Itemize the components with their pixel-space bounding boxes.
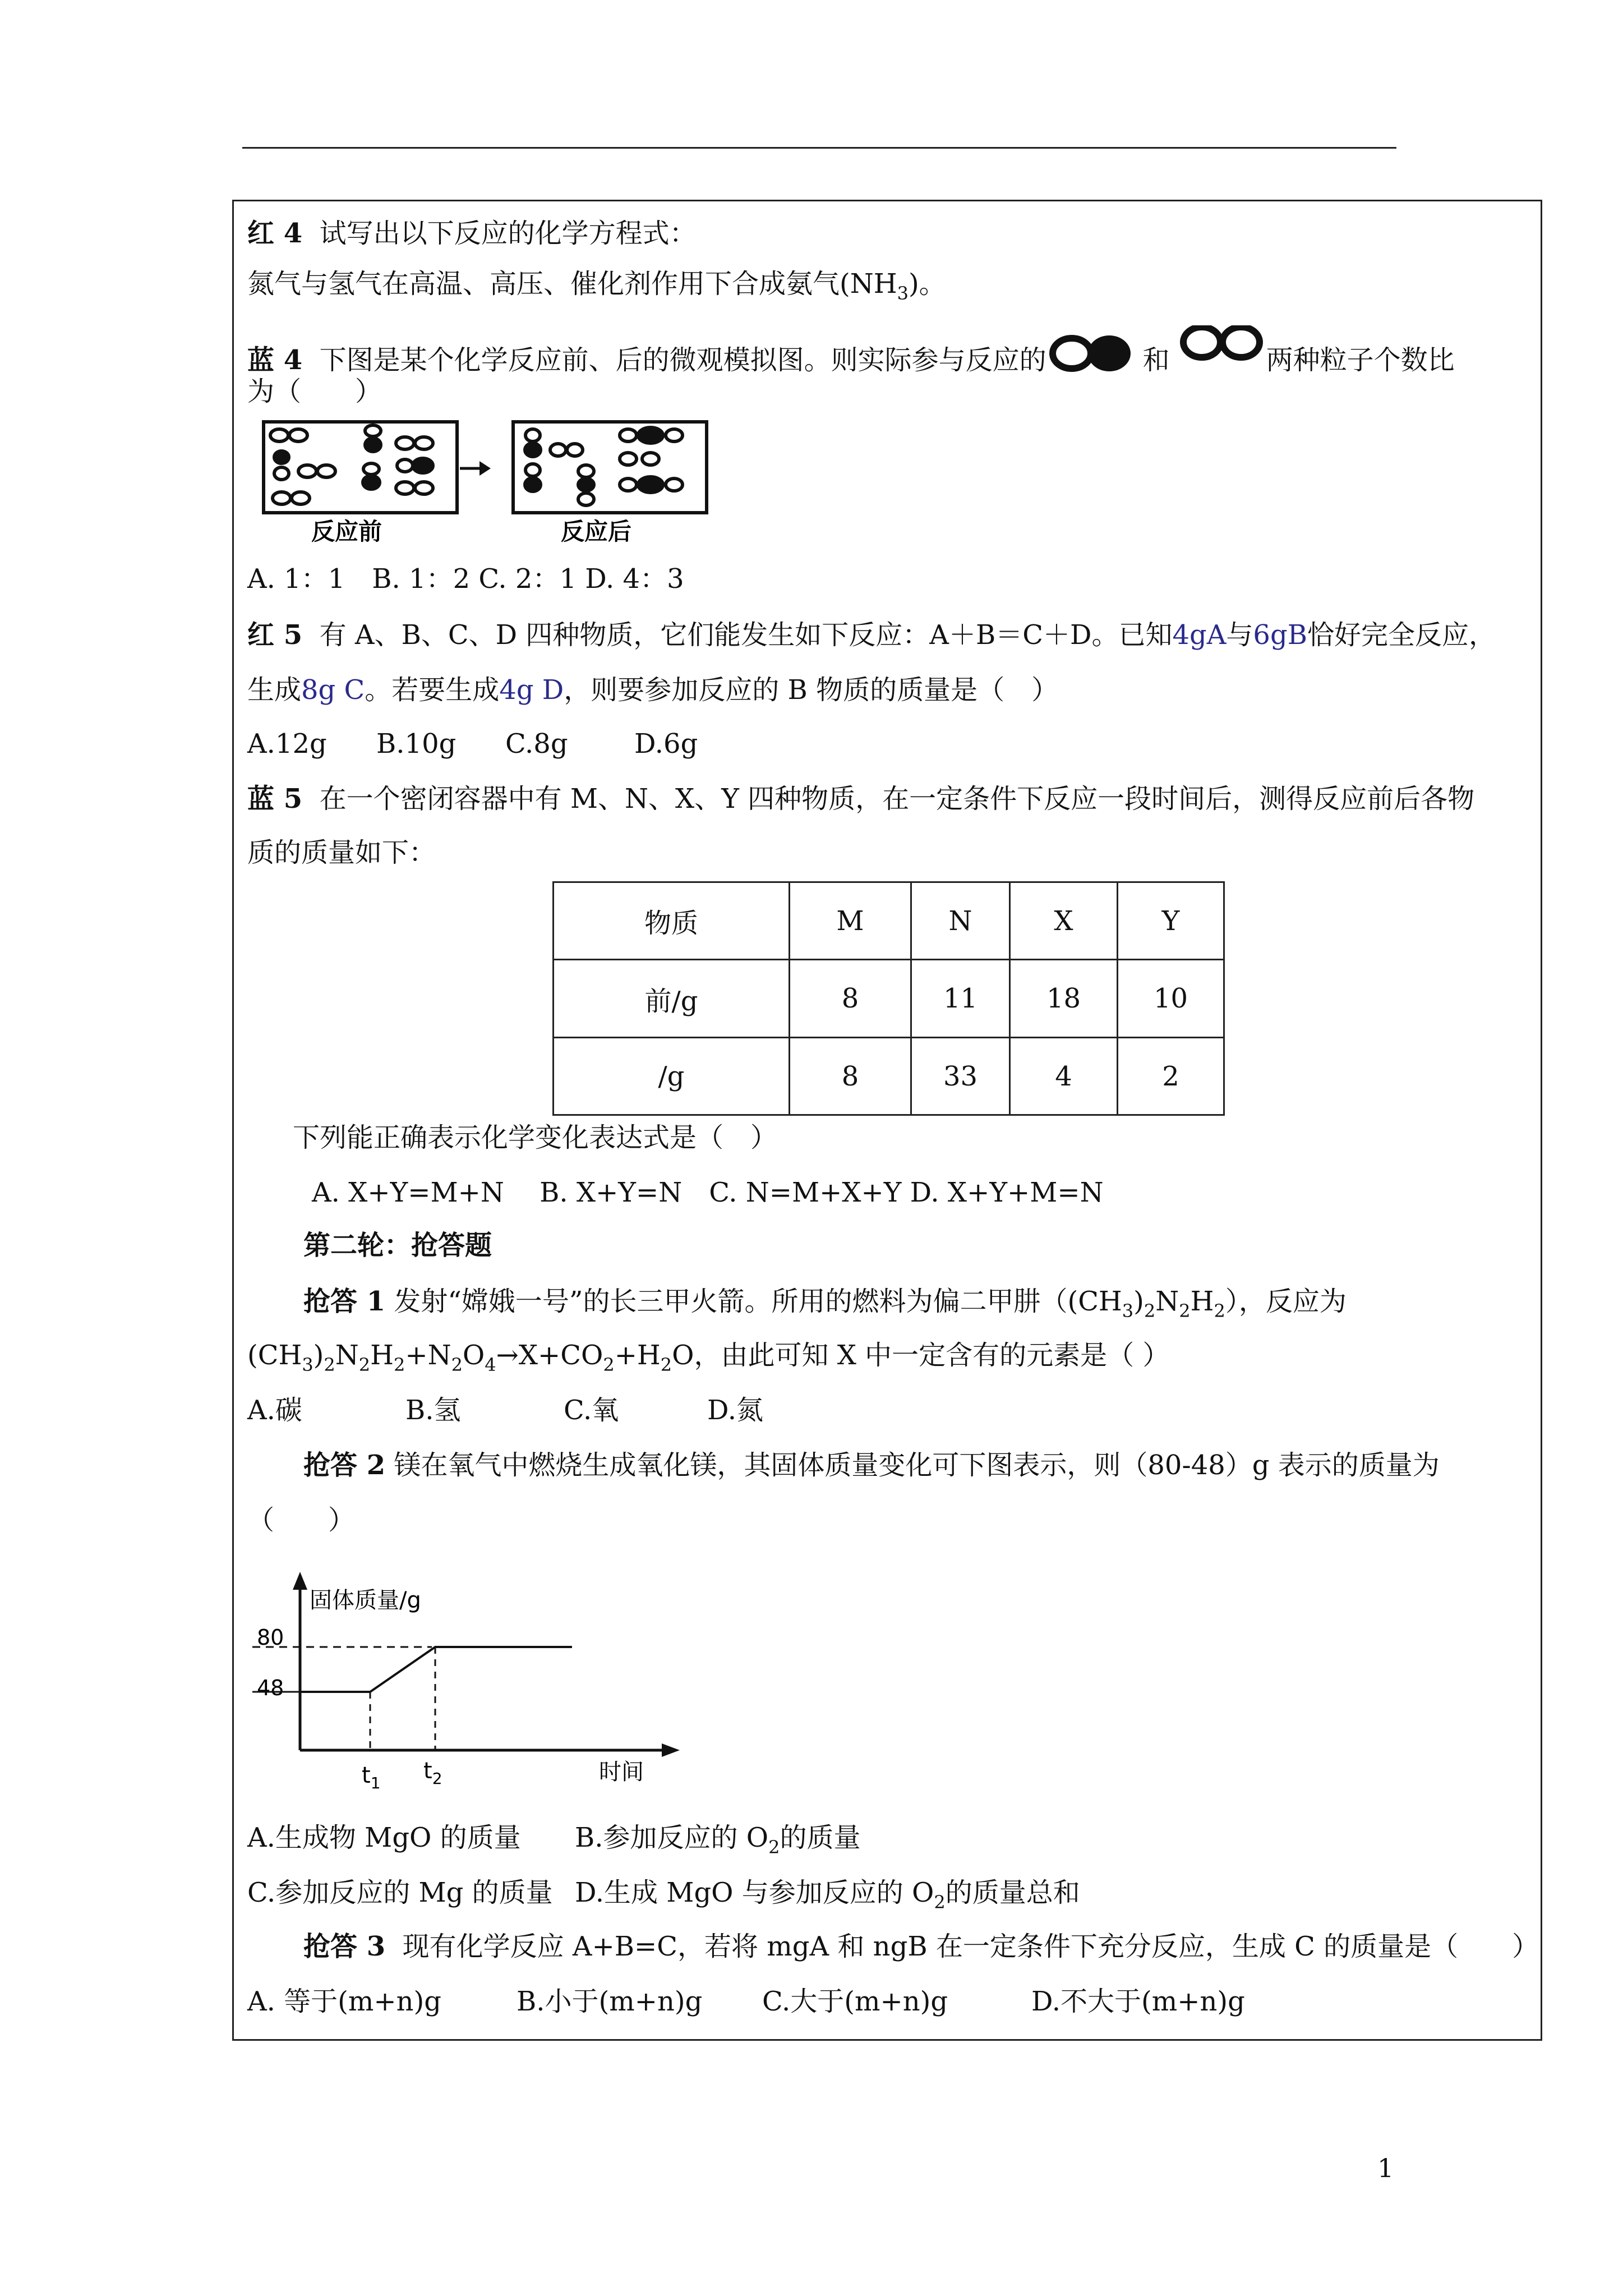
table-cell: 33: [911, 1038, 1010, 1115]
option-d: D.6g: [634, 728, 698, 760]
q-red5-label: 红 5: [247, 619, 303, 651]
q-red5-text: 生成: [247, 674, 302, 706]
qd2-line1: [303, 1448, 1440, 1482]
q-red4-text-end: )。: [908, 268, 946, 300]
subscript: 2: [768, 1837, 780, 1858]
q-red5-text: 恰好完全反应，: [1307, 619, 1496, 651]
qd1-options: [247, 1393, 763, 1427]
q-blue4-and: 和: [1142, 344, 1170, 376]
option-c: C.8g: [505, 728, 568, 760]
q-blue4-options: A. 1：1 B. 1：2 C. 2：1 D. 4：3: [247, 563, 684, 595]
qd3-line1: [303, 1930, 1539, 1963]
q-blue4-line1: [247, 325, 1455, 377]
qd1-text: O: [462, 1340, 485, 1371]
option-b: B.参加反应的 O: [575, 1822, 769, 1853]
table-header-row: [554, 882, 1224, 960]
subscript: 2: [1144, 1300, 1156, 1322]
table-header-cell: X: [1010, 882, 1118, 960]
page-number: 1: [1377, 2153, 1394, 2183]
y-axis-arrow-icon: [293, 1572, 307, 1590]
subscript: 2: [1179, 1300, 1191, 1322]
q-red5-text: 与: [1226, 619, 1253, 651]
mass-table: [552, 881, 1225, 1116]
qd3-options: [247, 1985, 1245, 2018]
q-red5-value: 8g C: [301, 674, 365, 706]
qd1-text: ): [313, 1340, 324, 1371]
before-molecules: [270, 425, 433, 504]
table-cell: 18: [1010, 960, 1118, 1038]
round2-title: 第二轮：抢答题: [303, 1230, 492, 1261]
qd1-text: H: [1190, 1286, 1214, 1317]
table-cell: 前/g: [554, 960, 790, 1038]
after-label: 反应后: [561, 518, 632, 544]
qd1-text: →X+CO: [496, 1340, 603, 1371]
table-header-cell: M: [790, 882, 911, 960]
table-cell: 8: [790, 1038, 911, 1115]
table-cell: 4: [1010, 1038, 1118, 1115]
x-axis-label: 时间: [599, 1759, 644, 1785]
subscript: 3: [897, 283, 909, 304]
option-b-end: 的质量: [780, 1822, 861, 1853]
q-blue4-text: 下图是某个化学反应前、后的微观模拟图。则实际参与反应的: [319, 344, 1046, 376]
arrow-icon: [479, 461, 491, 476]
subscript: 2: [934, 1892, 946, 1913]
qd1-text: H: [370, 1340, 394, 1371]
subscript: 2: [451, 1354, 463, 1375]
y-tick-80: 80: [257, 1625, 284, 1650]
q-red4-line1: [247, 217, 697, 250]
qd1-text: +N: [405, 1340, 451, 1371]
option-c: C.大于(m+n)g: [762, 1986, 948, 2017]
qd1-text: N: [1155, 1286, 1179, 1317]
option-a: A.生成物 MgO 的质量: [247, 1822, 521, 1853]
qd2-line2: （ ）: [247, 1504, 356, 1536]
table-cell: 10: [1118, 960, 1224, 1038]
q-blue4-text2: 两种粒子个数比: [1266, 344, 1455, 376]
qd1-text: +H: [614, 1340, 661, 1371]
qd3-label: 抢答 3: [303, 1931, 386, 1962]
header-rule: [242, 147, 1396, 149]
table-header-cell: N: [911, 882, 1010, 960]
option-c: C.氧: [564, 1395, 619, 1426]
option-d-end: 的质量总和: [945, 1877, 1080, 1908]
qd2-options-row1: [247, 1821, 861, 1864]
option-d: D.不大于(m+n)g: [1031, 1986, 1245, 2017]
q-blue5-question: 下列能正确表示化学变化表达式是（ ）: [293, 1122, 778, 1153]
q-blue5-line2: 质的质量如下：: [247, 837, 436, 868]
q-blue4-line2: 为（ ）: [247, 376, 382, 407]
q-red4-text: 氮气与氢气在高温、高压、催化剂作用下合成氨气(NH: [247, 268, 897, 300]
subscript: 4: [485, 1354, 496, 1375]
option-b: B.小于(m+n)g: [517, 1986, 703, 2017]
q-red5-value: 4gA: [1172, 619, 1227, 651]
qd1-text: O，由此可知 X 中一定含有的元素是（ ）: [672, 1340, 1170, 1371]
table-cell: /g: [554, 1038, 790, 1115]
subscript: 3: [302, 1354, 313, 1375]
q-red5-value: 6gB: [1253, 619, 1307, 651]
q-blue4-label: 蓝 4: [247, 344, 303, 376]
qd2-label: 抢答 2: [303, 1450, 386, 1481]
subscript: 2: [1214, 1300, 1225, 1322]
table-row: [554, 1038, 1224, 1115]
y-tick-48: 48: [257, 1676, 284, 1700]
subscript: 2: [603, 1354, 615, 1375]
molecule-ab-icon: [1046, 330, 1136, 375]
q-blue5-line1: [247, 782, 1474, 816]
qd1-line1: [303, 1285, 1347, 1328]
table-cell: 2: [1118, 1038, 1224, 1115]
before-label: 反应前: [311, 518, 382, 544]
option-b: B.氢: [405, 1395, 461, 1426]
qd1-text: N: [335, 1340, 359, 1371]
qd2-options-row2: [247, 1876, 1080, 1919]
qd1-label: 抢答 1: [303, 1286, 386, 1317]
table-header-cell: 物质: [554, 882, 790, 960]
qd2-text: 镁在氧气中燃烧生成氧化镁，其固体质量变化可下图表示，则（80-48）g 表示的质量为: [394, 1450, 1440, 1481]
option-d: D.生成 MgO 与参加反应的 O: [575, 1877, 934, 1908]
q-red4-label: 红 4: [247, 218, 303, 249]
after-molecules: [525, 427, 683, 505]
qd1-text: 发射“嫦娥一号”的长三甲火箭。所用的燃料为偏二甲肼（(CH: [394, 1286, 1122, 1317]
molecule-bb-icon: [1177, 325, 1266, 370]
qd1-line2: [247, 1338, 1169, 1382]
q-red4-prompt: 试写出以下反应的化学方程式：: [319, 218, 697, 249]
q-red5-text: ，则要参加反应的 B 物质的质量是（ ）: [564, 674, 1059, 706]
option-c: C.参加反应的 Mg 的质量: [247, 1877, 553, 1908]
q-blue5-text: 在一个密闭容器中有 M、N、X、Y 四种物质，在一定条件下反应一段时间后，测得反应前后各物: [319, 783, 1475, 815]
q-red5-line1: [247, 618, 1496, 652]
subscript: 3: [1122, 1300, 1134, 1322]
qd1-text: ): [1133, 1286, 1144, 1317]
subscript: 2: [660, 1354, 672, 1375]
subscript: 2: [324, 1354, 335, 1375]
option-d: D.氮: [707, 1395, 764, 1426]
x-tick-t1: $t_1$: [362, 1763, 381, 1789]
q-red5-line2: [247, 673, 1058, 707]
q-red5-options: [247, 727, 698, 761]
subscript: 2: [393, 1354, 405, 1375]
q-blue5-options: A. X+Y=M+N B. X+Y=N C. N=M+X+Y D. X+Y+M=N: [312, 1177, 1104, 1208]
table-row: [554, 960, 1224, 1038]
option-a: A. 等于(m+n)g: [247, 1986, 442, 2017]
mass-time-graph: [247, 1565, 684, 1789]
q-red4-line2: [247, 267, 946, 310]
q-red5-text: 。若要生成: [365, 674, 500, 706]
qd1-text: (CH: [247, 1340, 302, 1371]
q-red5-value: 4g D: [499, 674, 564, 706]
q-red5-text: 有 A、B、C、D 四种物质，它们能发生如下反应：A＋B＝C＋D。已知: [319, 619, 1173, 651]
x-axis-arrow-icon: [662, 1743, 680, 1757]
option-a: A.12g: [247, 728, 327, 760]
option-a: A.碳: [247, 1395, 302, 1426]
qd1-text: ），反应为: [1225, 1286, 1347, 1317]
table-cell: 8: [790, 960, 911, 1038]
reaction-diagram: [258, 415, 735, 544]
after-box: [513, 422, 707, 513]
q-blue5-label: 蓝 5: [247, 783, 303, 815]
x-tick-t2: $t_2$: [423, 1758, 442, 1788]
option-b: B.10g: [376, 728, 457, 760]
table-cell: 11: [911, 960, 1010, 1038]
qd3-text: 现有化学反应 A+B=C，若将 mgA 和 ngB 在一定条件下充分反应，生成 C 的质量是（ ）: [402, 1931, 1539, 1962]
y-axis-label: 固体质量/g: [310, 1588, 421, 1613]
table-header-cell: Y: [1118, 882, 1224, 960]
subscript: 2: [358, 1354, 371, 1375]
